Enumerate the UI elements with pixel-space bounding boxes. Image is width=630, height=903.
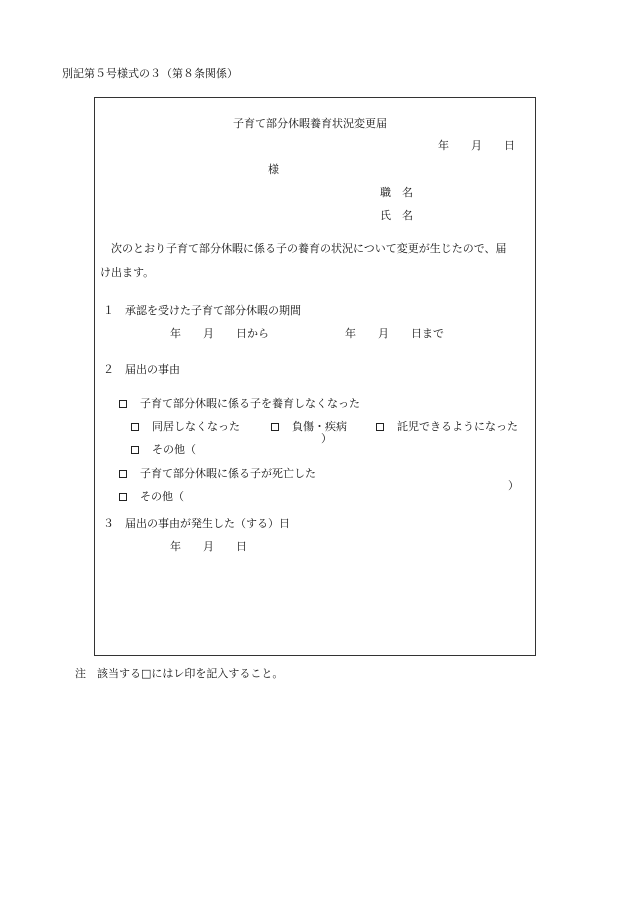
sub-a-label: 同居しなくなった — [152, 420, 240, 433]
section2-heading: ２ 届出の事由 — [103, 363, 180, 376]
reason1-checkbox[interactable] — [119, 400, 127, 408]
section1-heading: １ 承認を受けた子育て部分休暇の期間 — [103, 304, 301, 317]
footer-note: 注 該当する□にはレ印を記入すること。 — [75, 667, 284, 680]
position-label: 職 名 — [380, 186, 413, 199]
sub-other-input[interactable] — [200, 433, 318, 445]
reason3-label: その他（ — [140, 490, 184, 503]
reason1-label: 子育て部分休暇に係る子を養育しなくなった — [140, 397, 360, 410]
addressee-label: 様 — [268, 163, 279, 176]
sub-c-row — [369, 410, 518, 432]
sub-other-close: ） — [321, 432, 332, 445]
reason3-checkbox[interactable] — [119, 493, 127, 501]
sub-a-row — [124, 410, 240, 432]
period-to: 年 月 日まで — [345, 327, 444, 340]
reason3-input[interactable] — [190, 480, 500, 492]
reason3-row — [112, 480, 184, 502]
name-label: 氏 名 — [380, 209, 413, 222]
sub-b-label: 負傷・疾病 — [292, 420, 347, 433]
occurrence-date: 年 月 日 — [170, 540, 247, 553]
sub-c-label: 託児できるようになった — [397, 420, 518, 433]
date-line: 年 月 日 — [438, 139, 515, 152]
reason2-label: 子育て部分休暇に係る子が死亡した — [140, 467, 316, 480]
intro-text-line2: け出ます。 — [100, 266, 155, 279]
reason3-close: ） — [508, 479, 519, 492]
form-header-label: 別記第５号様式の３（第８条関係） — [62, 67, 238, 80]
sub-a-checkbox[interactable] — [131, 423, 139, 431]
reason1-row — [112, 387, 360, 409]
sub-other-label: その他（ — [152, 443, 196, 456]
section3-heading: ３ 届出の事由が発生した（する）日 — [103, 517, 290, 530]
form-title: 子育て部分休暇養育状況変更届 — [233, 117, 387, 130]
reason2-row — [112, 457, 316, 479]
period-from: 年 月 日から — [170, 327, 269, 340]
intro-text-line1: 次のとおり子育て部分休暇に係る子の養育の状況について変更が生じたので、届 — [100, 242, 507, 255]
sub-c-checkbox[interactable] — [376, 423, 384, 431]
sub-other-checkbox[interactable] — [131, 446, 139, 454]
sub-other-row — [124, 433, 196, 455]
sub-b-checkbox[interactable] — [271, 423, 279, 431]
reason2-checkbox[interactable] — [119, 470, 127, 478]
sub-b-row — [264, 410, 347, 432]
form-frame — [94, 97, 536, 656]
